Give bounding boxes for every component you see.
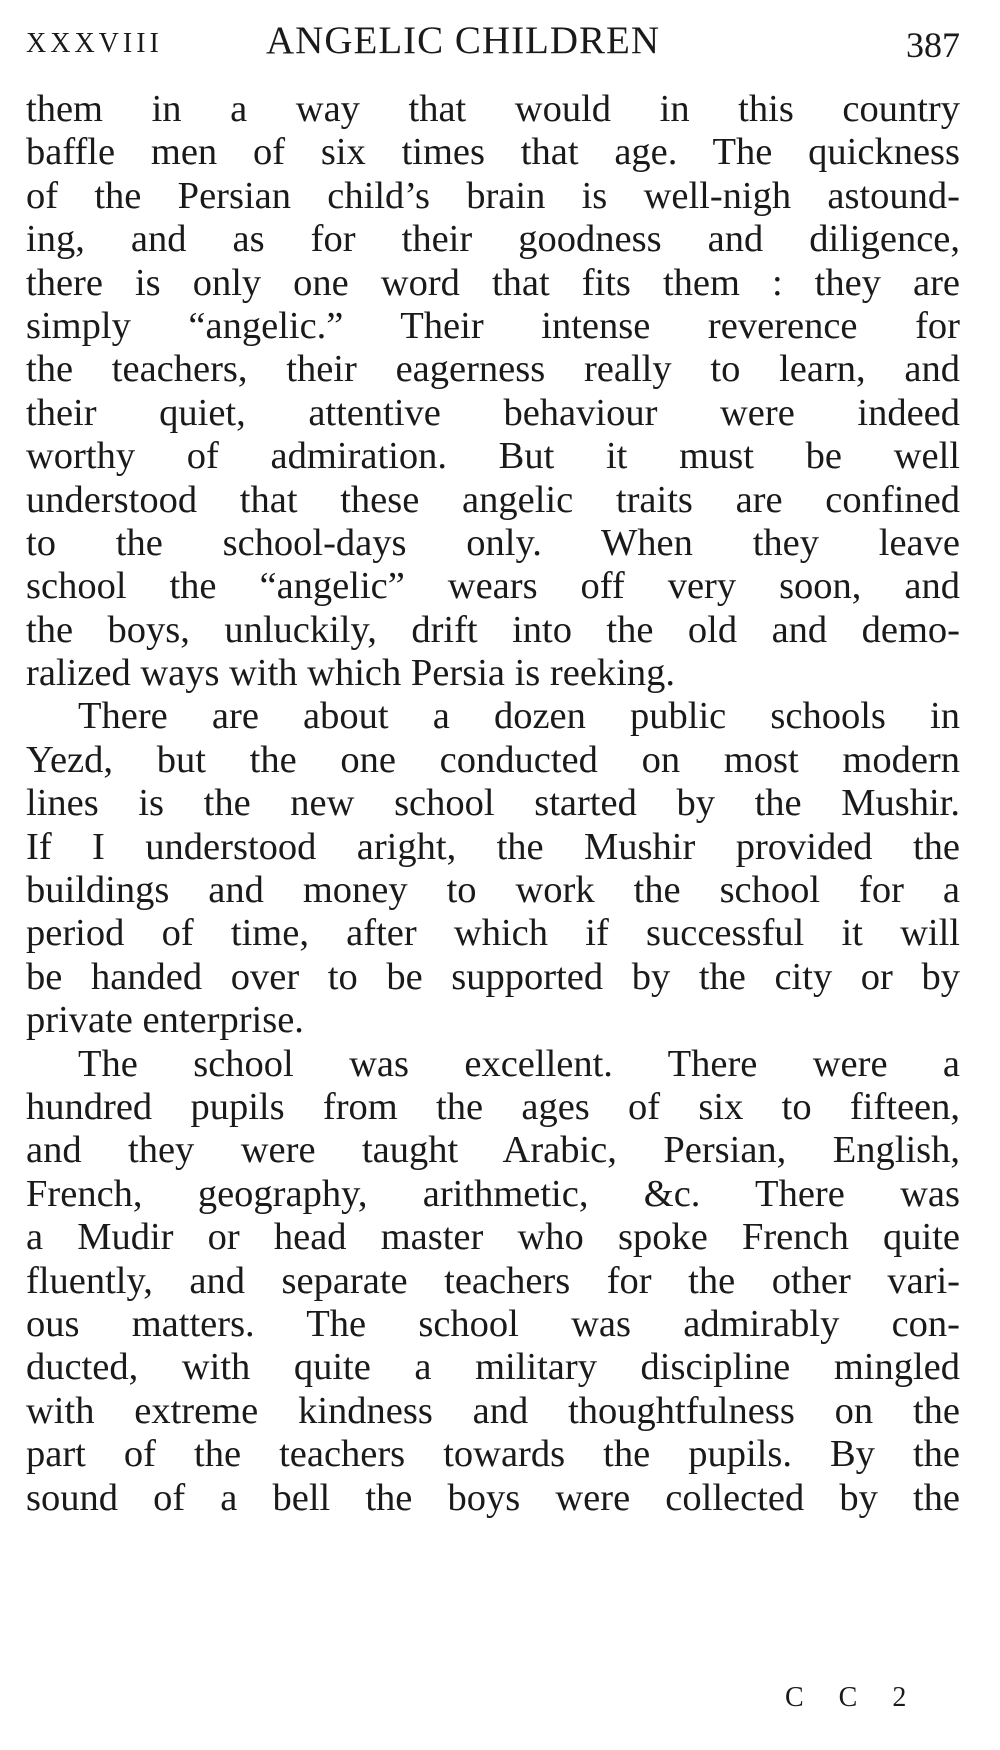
text-line: worthy of admiration. But it must be well — [26, 435, 960, 478]
signature-mark: C C 2 — [785, 1682, 921, 1713]
text-line: a Mudir or head master who spoke French quite — [26, 1216, 960, 1259]
text-line: simply “angelic.” Their intense reverence for — [26, 304, 960, 347]
text-line: private enterprise. — [26, 999, 304, 1042]
text-line: Yezd, but the one conducted on most modern — [26, 738, 960, 781]
text-line: ous matters. The school was admirably con- — [26, 1302, 960, 1345]
text-line: to the school-days only. When they leave — [26, 521, 960, 564]
text-line: the boys, unluckily, drift into the old and demo- — [26, 608, 960, 651]
text-line: and they were taught Arabic, Persian, English, — [26, 1129, 960, 1172]
body-text — [26, 88, 960, 1520]
text-line: ralized ways with which Persia is reeking. — [26, 652, 675, 695]
text-line: of the Persian child’s brain is well-nigh astound- — [26, 174, 960, 217]
text-line: school the “angelic” wears off very soon, and — [26, 565, 960, 608]
chapter-number: XXXVIII — [26, 28, 163, 59]
text-line: the teachers, their eagerness really to learn, and — [26, 348, 960, 391]
text-line: with extreme kindness and thoughtfulness on the — [26, 1389, 960, 1432]
paragraph-school-description — [26, 1043, 960, 1520]
text-line: buildings and money to work the school for a — [26, 869, 960, 912]
text-line: If I understood aright, the Mushir provided the — [26, 825, 960, 868]
text-line: understood that these angelic traits are confined — [26, 478, 960, 521]
text-line: them in a way that would in this country — [26, 88, 960, 130]
text-line: fluently, and separate teachers for the other vari- — [26, 1259, 960, 1302]
text-line: sound of a bell the boys were collected by the — [26, 1476, 960, 1519]
text-line: The school was excellent. There were a — [78, 1042, 960, 1085]
page-number: 387 — [906, 25, 960, 65]
text-line: hundred pupils from the ages of six to fifteen, — [26, 1085, 960, 1128]
text-line: be handed over to be supported by the city or by — [26, 955, 960, 998]
paragraph-continuation — [26, 88, 960, 695]
text-line: part of the teachers towards the pupils. By the — [26, 1433, 960, 1476]
text-line: French, geography, arithmetic, &c. There was — [26, 1172, 960, 1215]
chapter-title: ANGELIC CHILDREN — [266, 19, 661, 62]
paragraph-yezd-schools — [26, 695, 960, 1042]
text-line: lines is the new school started by the Mushir. — [26, 782, 960, 825]
running-head — [26, 18, 960, 78]
text-line: there is only one word that fits them : they are — [26, 261, 960, 304]
text-line: baffle men of six times that age. The quickness — [26, 131, 960, 174]
text-line: ing, and as for their goodness and diligence, — [26, 218, 960, 261]
text-line: There are about a dozen public schools in — [78, 695, 960, 738]
text-line: period of time, after which if successful it will — [26, 912, 960, 955]
text-line: their quiet, attentive behaviour were indeed — [26, 391, 960, 434]
text-line: ducted, with quite a military discipline mingled — [26, 1346, 960, 1389]
